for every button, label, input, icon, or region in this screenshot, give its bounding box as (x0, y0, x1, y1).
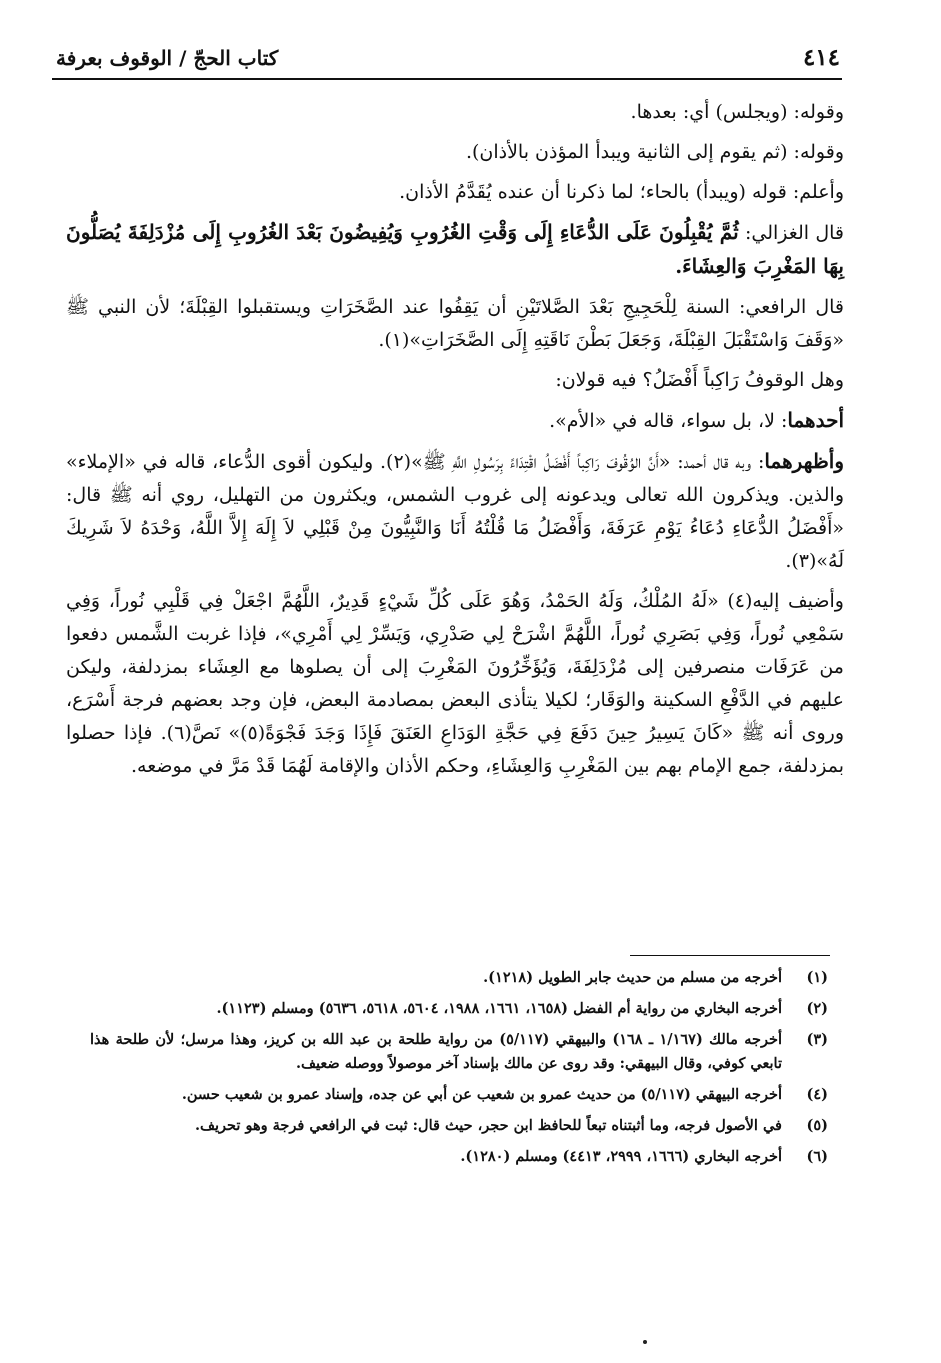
header-rule (52, 78, 842, 80)
page-number: ٤١٤ (802, 44, 840, 71)
footnote (90, 1114, 828, 1138)
footnote-text: أخرجه البيهقي (٥/١١٧) من حديث عمرو بن شعيب عن أبي عن جده، وإسناد عمرو بن شعيب حسن. (181, 1086, 782, 1103)
ghazali-text: ثُمَّ يُقْبِلُونَ عَلَى الدُّعَاءِ إِلَى وَقْتِ الغُرُوبِ وَيُفِيضُونَ بَعْدَ الغُرُوبِ إِلَى مُزْدَلِفَةَ يُصَلُّونَ بِهَا المَغْرِبَ وَالعِشَاءَ. (66, 220, 844, 278)
paragraph-6: وهل الوقوفُ رَاكِباً أَفْضَلُ؟ فيه قولان: (555, 369, 844, 391)
footnote-text: أخرجه البخاري من رواية أم الفضل (١٦٥٨، ١٦٦١، ١٩٨٨، ٥٦٠٤، ٥٦١٨، ٥٦٣٦) ومسلم (١١٢٣). (216, 1000, 782, 1017)
footnote (90, 1145, 828, 1169)
footnote-text: أخرجه من مسلم من حديث جابر الطويل (١٢١٨). (483, 969, 782, 986)
footnotes (90, 966, 828, 1176)
paragraph-2: وقوله: (ثم يقوم إلى الثانية ويبدأ المؤذن بالأذان). (465, 141, 844, 163)
footnote (90, 997, 828, 1021)
footnote-separator (630, 955, 830, 956)
footnote-text: في الأصول فرجه، وما أثبتناه تبعاً للحافظ ابن حجر، حيث قال: ثبت في الرافعي فرجة وهو تحريف. (194, 1117, 782, 1134)
stray-mark (643, 1340, 647, 1344)
paragraph-3: وأعلم: قوله (ويبدأ) بالحاء؛ لما ذكرنا أن عنده يُقَدَّمُ الأذان. (399, 181, 844, 203)
first-opinion-label: أحدهما (787, 408, 844, 432)
footnote-number: (٦) (806, 1148, 828, 1165)
second-opinion-text: : وبه قال أحمد: «أَنَّ الوُقُوفَ رَاكِباً أَفْضَلُ اقْتِدَاءً بِرَسُولِ اللَّهِ ﷺ»(٢). وليكون أقوى الدُّعاء، قاله في «الإملاء» والذين. ويذكرون الله تعالى ويدعونه إلى غروب الشمس، ويكثرون من التهليل، روي أنه ﷺ قال: «أَفْضَلُ الدُّعَاءِ دُعَاءُ يَوْمِ عَرَفَةَ، وَأَفْضَلُ مَا قُلْتُهُ أَنَا وَالنَّبِيُّونَ مِنْ قَبْلِي لاَ إِلَهَ إِلاَّ اللَّهُ، وَحْدَهُ لاَ شَرِيكَ لَهُ»(٣). (66, 451, 844, 572)
footnote (90, 1028, 828, 1076)
paragraph-9: وأضيف إليه(٤) «لَهُ المُلْكُ، وَلَهُ الحَمْدُ، وَهُوَ عَلَى كُلِّ شَيْءٍ قَدِيرٌ، اللَّهُمَّ اجْعَلْ فِي قَلْبِي نُوراً، وَفِي سَمْعِي نُوراً، وَفِي بَصَرِي نُوراً، اللَّهُمَّ اشْرَحْ لِي صَدْرِي، وَيَسِّرْ لِي أَمْرِي»، فإذا غربت الشَّمس دفعوا من عَرَفَات منصرفين إلى مُزْدَلِفَةَ، وَيُؤَخِّرُونَ المَغْرِبَ إلى أن يصلوها مع العِشَاء بمزدلفة، وليكن عليهم في الدَّفْعِ السكينة والوَقَار؛ لكيلا يتأذى البعض بمصادمة البعض، فإن وجد بعضهم فرجة أَسْرَع، وروى أنه ﷺ «كَانَ يَسِيرُ حِينَ دَفَعَ فِي حَجَّةِ الوَدَاعِ العَنَقَ فَإِذَا وَجَدَ فَجْوَةً(٥)» نَصَّ(٦). فإذا حصلوا بمزدلفة، جمع الإمام بهم بين المَغْرِبِ وَالعِشَاءِ، وحكم الأذان والإقامة لَهُمَا قَدْ مَرَّ في موضعه. (66, 590, 844, 777)
footnote-number: (٤) (806, 1086, 828, 1103)
footnote (90, 966, 828, 990)
ghazali-lead: قال الغزالي: (738, 222, 845, 244)
footnote-text: أخرجه مالك (١/١٦٧ ـ ١٦٨) والبيهقي (٥/١١٧) من رواية طلحة بن عبد الله بن كريز، وهذا مرسل؛ لأن طلحة هذا تابعي كوفي، وقال البيهقي: وقد روى عن مالك بإسناد آخر موصولاً ووصله ضعيف. (90, 1031, 782, 1072)
paragraph-5: قال الرافعي: السنة لِلْحَجِيجِ بَعْدَ الصَّلاتَيْنِ أن يَقِفُوا عند الصَّخَرَاتِ ويستقبلوا القِبْلَةَ؛ لأن النبي ﷺ «وَقَفَ وَاسْتَقْبَلَ القِبْلَةَ، وَجَعَلَ بَطْنَ نَاقَتِهِ إِلَى الصَّخَرَاتِ»(١). (66, 296, 844, 351)
first-opinion-text: : لا، بل سواء، قاله في «الأم». (549, 410, 788, 432)
second-opinion-label: وأظهرهما (764, 449, 844, 473)
paragraph-8 (66, 445, 844, 578)
paragraph-4 (66, 216, 844, 284)
footnote-number: (٢) (806, 1000, 828, 1017)
footnote-number: (٥) (806, 1117, 828, 1134)
main-text (66, 96, 844, 790)
header-title: كتاب الحجّ / الوقوف بعرفة (56, 46, 279, 70)
footnote (90, 1083, 828, 1107)
footnote-number: (٣) (806, 1031, 828, 1048)
footnote-text: أخرجه البخاري (١٦٦٦، ٢٩٩٩، ٤٤١٣) ومسلم (١٢٨٠). (460, 1148, 782, 1165)
paragraph-1: وقوله: (ويجلس) أي: بعدها. (630, 101, 844, 123)
running-header (52, 40, 842, 80)
paragraph-7 (66, 404, 844, 438)
footnote-number: (١) (806, 969, 828, 986)
